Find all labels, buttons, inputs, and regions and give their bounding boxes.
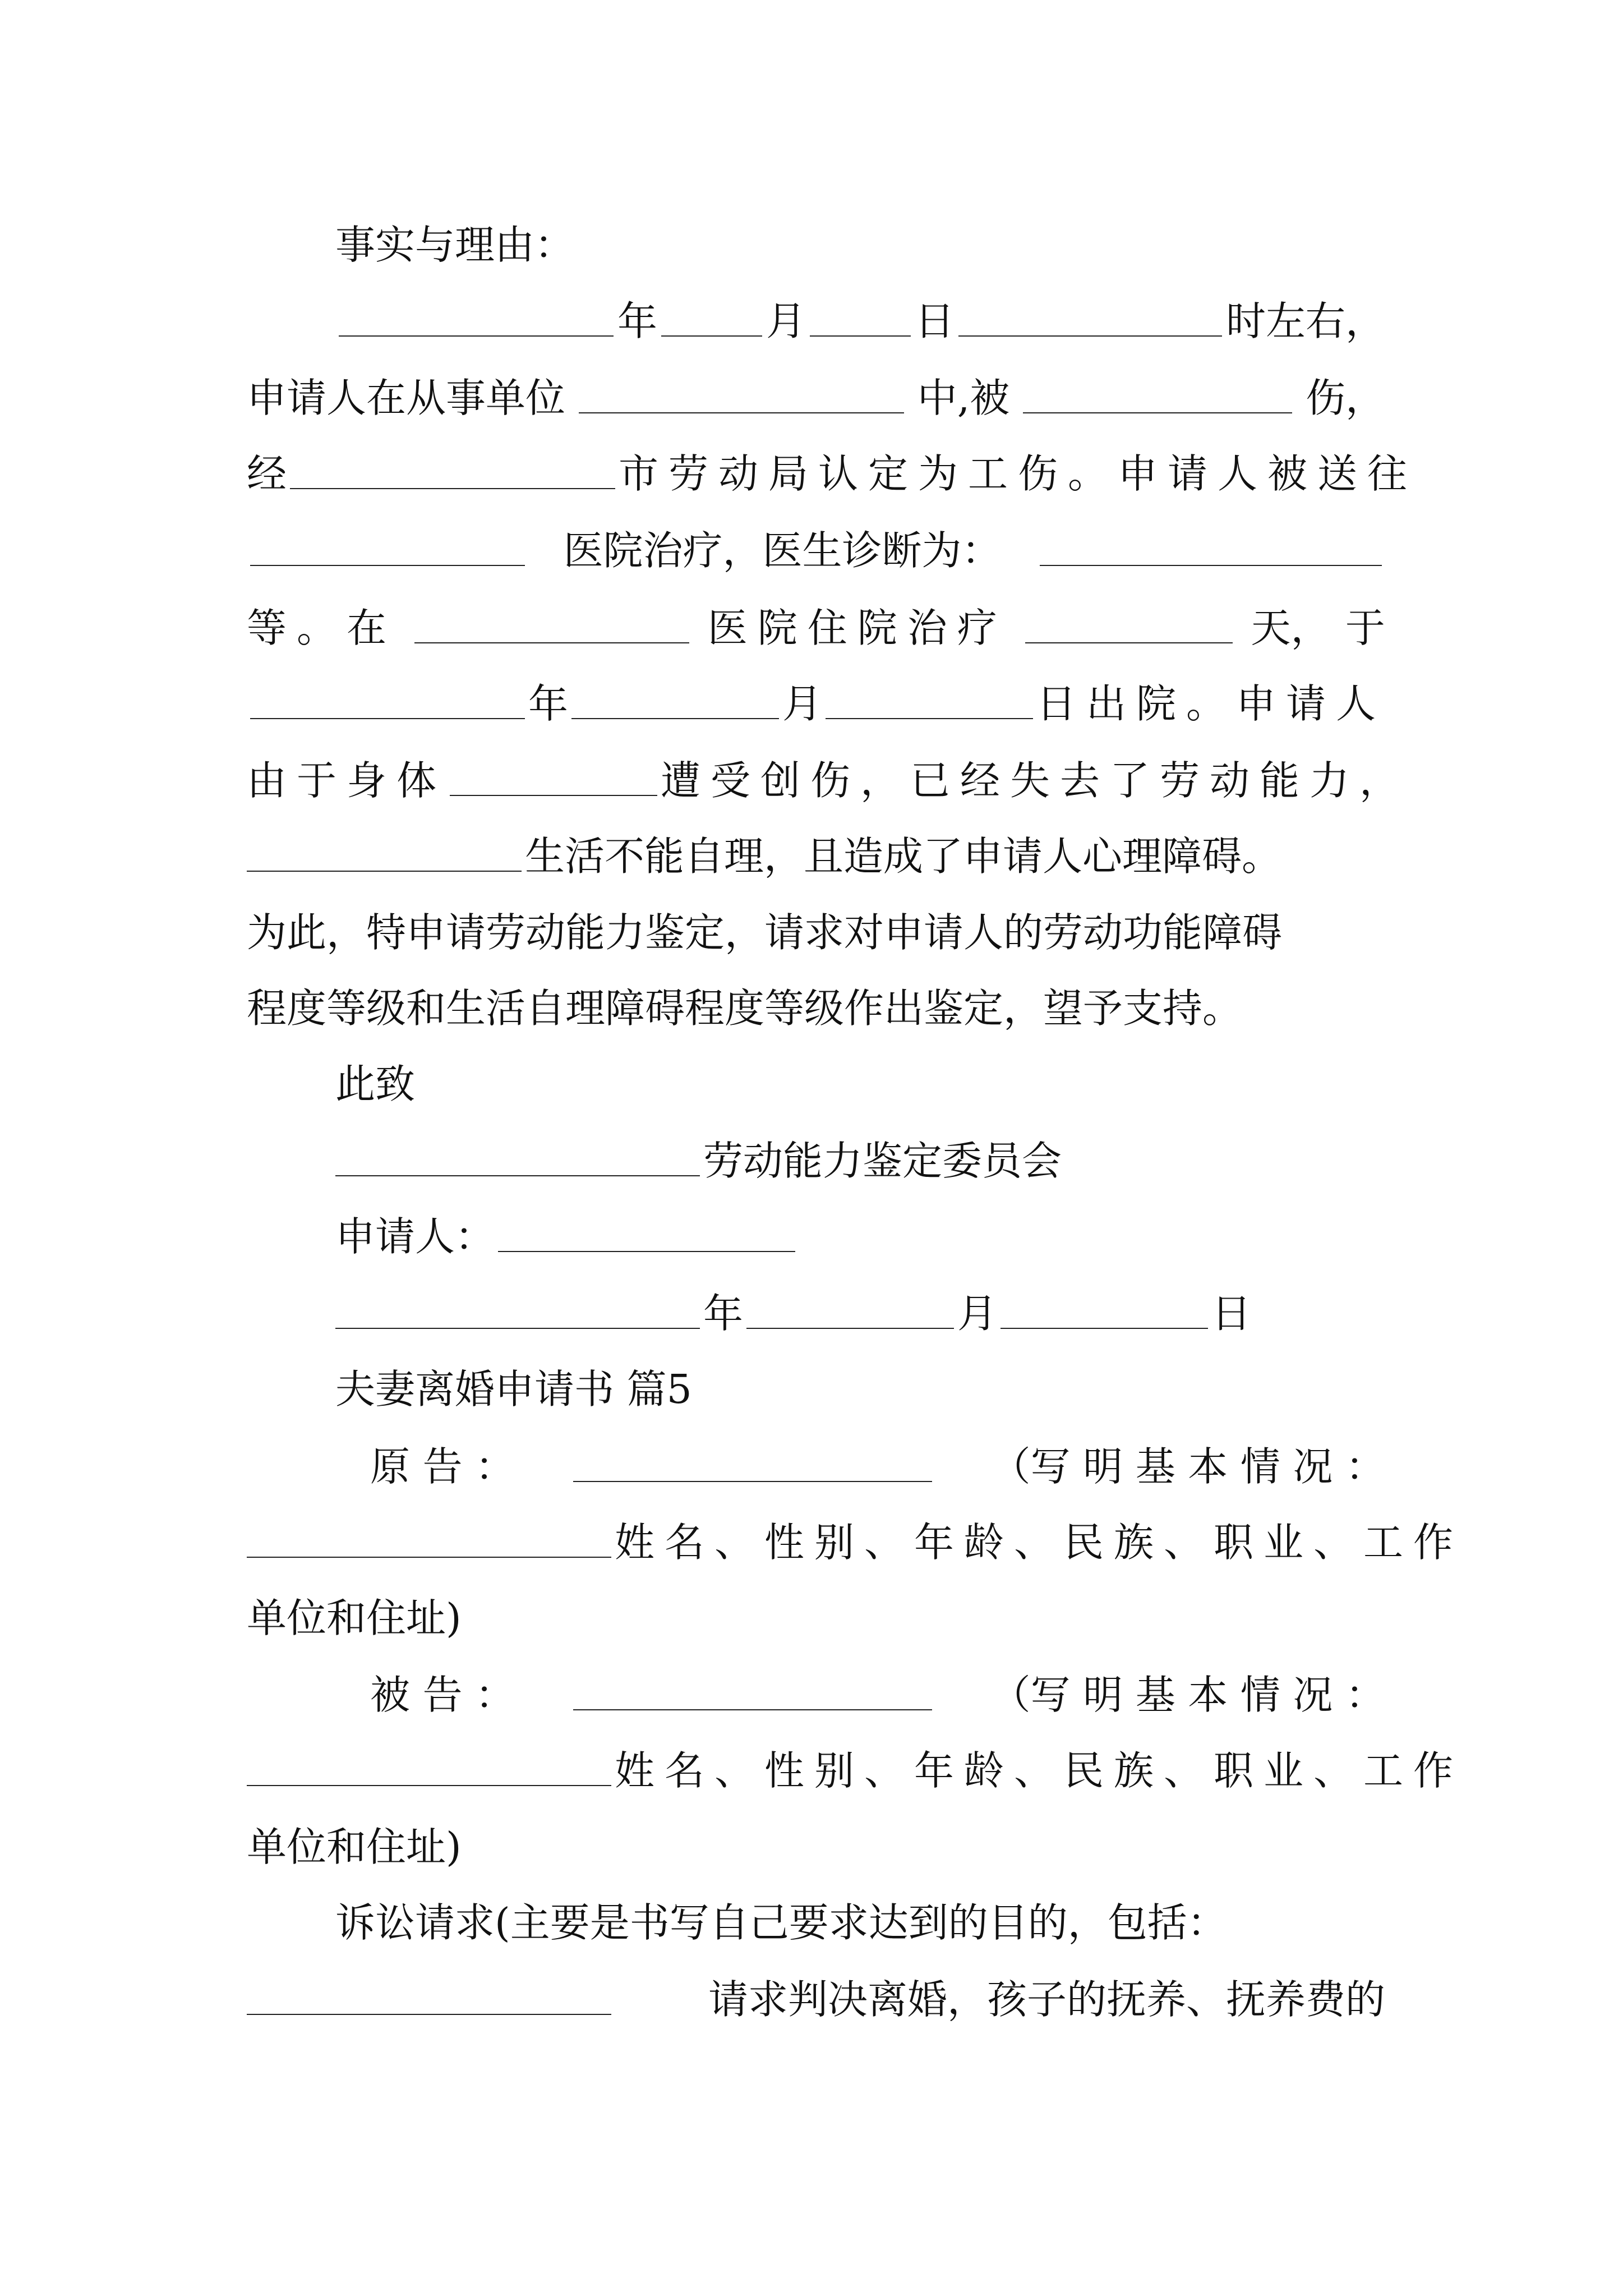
plaintiff-detail-text: 姓名、性别、年龄、民族、职业、工作 [615,1519,1464,1566]
self-care-text: 生活不能自理，且造成了申请人心理障碍。 [525,833,1282,880]
section-title-line [335,1353,1177,1412]
discharge-label: 日出院。申请人 [1036,680,1386,727]
blank-sign-month [746,1328,954,1329]
defendant-address-line [247,1811,1385,1870]
blank-employer [579,412,904,413]
plaintiff-info-label: （写 明 基 本 情 况 ： [990,1443,1385,1490]
blank-diagnosis [1040,565,1382,566]
request-line-2 [247,972,1385,1032]
claims-text: 诉讼请求(主要是书写自己要求达到的目的，包括： [335,1899,1227,1946]
blank-sign-year [335,1328,700,1329]
blank-self-care [247,871,522,872]
employer-label: 申请人在从事单位 [247,375,566,421]
plaintiff-address-text: 单位和住址) [247,1595,462,1641]
defendant-info-label: （写 明 基 本 情 况 ： [990,1672,1385,1718]
request-text-2: 程度等级和生活自理障碍程度等级作出鉴定，望予支持。 [247,985,1243,1032]
self-care-line [247,820,1385,880]
blank-discharge-day [826,718,1033,719]
blank-claims [247,2014,611,2015]
discharge-line [247,668,1386,727]
salutation-line [335,1048,896,1107]
hour-label: 时左右， [1225,298,1385,344]
discharge-month-label: 月 [782,680,823,727]
section-heading-facts [335,209,1008,268]
blank-body-part [450,795,657,796]
applicant-label: 申请人： [335,1213,495,1260]
defendant-label: 被 告 ： [370,1672,515,1718]
labor-bureau-text: 市劳动局认定为工伤。申请人被送往 [619,450,1418,497]
stay-label: 医院住院治疗 [707,605,1007,651]
defendant-detail-line [247,1734,1464,1794]
blank-hospital [250,565,525,566]
defendant-address-text: 单位和住址) [247,1824,462,1870]
lost-ability-text: 遭受创伤，已经失去了劳动能力， [661,757,1410,804]
days-label: 天， [1251,605,1331,651]
committee-line [335,1125,1177,1184]
body-label: 由于身体 [247,757,447,804]
blank-plaintiff [573,1481,932,1482]
blank-discharge-year [250,718,525,719]
injured-by-label: 中,被 [917,375,1010,421]
blank-day [810,335,911,337]
claims-line [335,1887,1385,1946]
blank-committee [335,1175,700,1176]
defendant-detail-text: 姓名、性别、年龄、民族、职业、工作 [615,1747,1464,1794]
section-title: 夫妻离婚申请书 篇5 [335,1366,692,1412]
signature-date-line [335,1277,1289,1337]
blank-hour [958,335,1222,337]
plaintiff-address-line [247,1582,1385,1641]
committee-text: 劳动能力鉴定委员会 [703,1138,1062,1184]
date-time-line [335,285,1385,344]
request-line-1 [247,896,1385,956]
blank-days [1025,642,1233,643]
blank-defendant-detail [247,1785,611,1786]
stay-line [247,592,1385,651]
heading-text: 事实与理由： [335,222,575,268]
at-label: 于 [1345,605,1385,651]
hospital-line [247,514,1385,574]
sign-month-label: 月 [957,1290,998,1337]
plaintiff-detail-line [247,1506,1464,1566]
blank-year [339,335,614,337]
applicant-line [335,1200,1177,1260]
blank-month [661,335,762,337]
month-label: 月 [766,298,806,344]
blank-injured-by [1023,412,1292,413]
employer-line [247,362,1385,421]
year-label: 年 [617,298,657,344]
injury-label: 伤， [1305,375,1385,421]
request-text-1: 为此，特申请劳动能力鉴定，请求对申请人的劳动功能障碍 [247,909,1283,956]
plaintiff-line [370,1430,1385,1490]
blank-discharge-month [571,718,779,719]
blank-applicant [498,1251,795,1252]
claims-detail-line [247,1963,1385,2023]
diagnosis-label: 医院治疗，医生诊断为： [563,527,1002,574]
salutation-text: 此致 [335,1061,416,1107]
stay-prefix: 等。在 [247,605,397,651]
via-label: 经 [247,450,287,497]
blank-sign-day [1000,1328,1208,1329]
body-injury-line [247,744,1410,804]
plaintiff-label: 原 告 ： [370,1443,515,1490]
blank-plaintiff-detail [247,1557,611,1558]
blank-city [290,488,615,489]
blank-defendant [573,1709,932,1710]
blank-stay-hospital [414,642,689,643]
sign-year-label: 年 [703,1290,744,1337]
day-label: 日 [914,298,955,344]
sign-day-label: 日 [1211,1290,1252,1337]
discharge-year-label: 年 [528,680,569,727]
claims-detail-text: 请求判决离婚，孩子的抚养、抚养费的 [708,1976,1385,2023]
defendant-line [370,1659,1385,1718]
labor-bureau-line [247,438,1418,497]
